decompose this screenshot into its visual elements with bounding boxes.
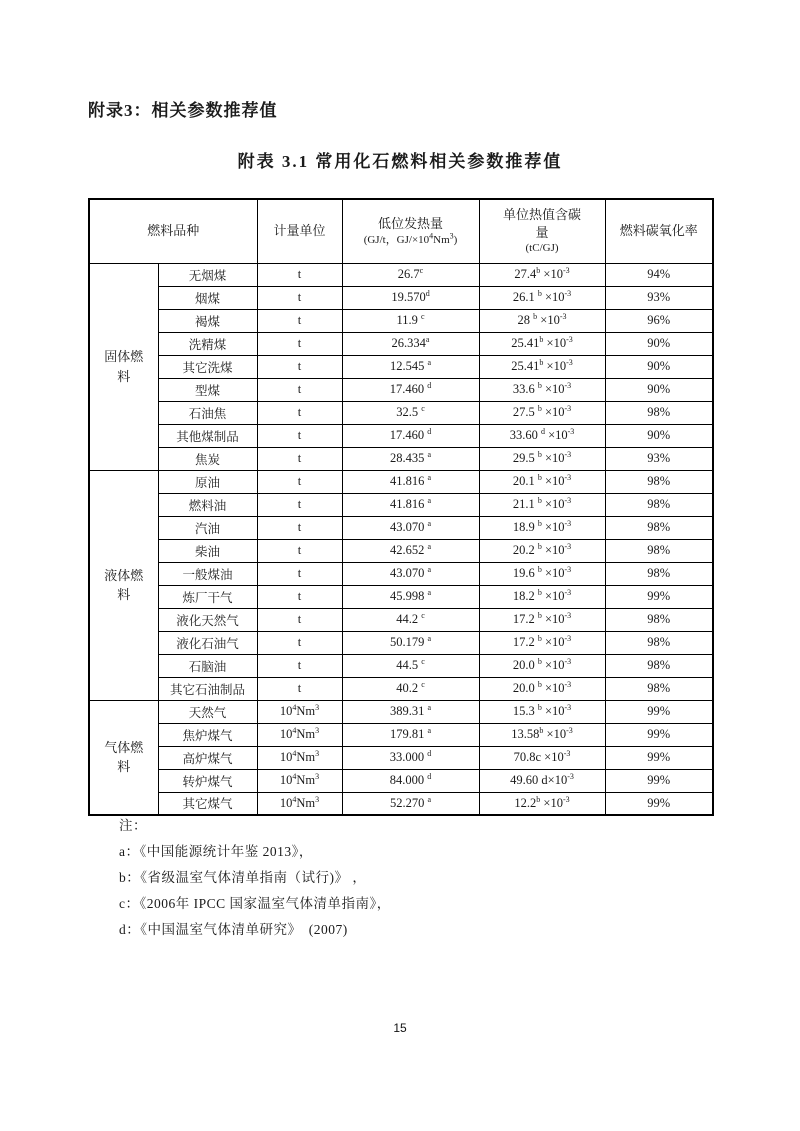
oxidation-rate-cell: 98%	[605, 516, 713, 539]
note-key: a：	[119, 844, 140, 859]
col-header-unit: 计量单位	[257, 199, 342, 263]
fuel-name-cell: 焦炉煤气	[158, 723, 257, 746]
unit-cell: t	[257, 447, 342, 470]
carbon-content-cell: 29.5 $^b \times 10^{-3}$	[479, 447, 605, 470]
fuel-name-cell: 原油	[158, 470, 257, 493]
ncv-cell: 11.9 $^c$	[342, 309, 479, 332]
table-row	[89, 700, 713, 723]
carbon-content-cell: $70.8c \times 10^{-3}$	[479, 746, 605, 769]
table-row	[89, 378, 713, 401]
table-row	[89, 286, 713, 309]
fuel-name-cell: 液化天然气	[158, 608, 257, 631]
table-row	[89, 309, 713, 332]
oxidation-rate-cell: 98%	[605, 654, 713, 677]
col-header-carbon-content: 单位热值含碳量 (tC/GJ)	[479, 199, 605, 263]
table-caption: 附表 3.1 常用化石燃料相关参数推荐值	[237, 152, 563, 171]
page-number: 15	[393, 1021, 407, 1035]
note-item	[119, 917, 391, 943]
unit-cell: t	[257, 309, 342, 332]
note-text: 《中国能源统计年鉴 2013》，	[139, 844, 313, 859]
carbon-content-cell: 28 $^b \times 10^{-3}$	[479, 309, 605, 332]
table-row	[89, 608, 713, 631]
table-row	[89, 654, 713, 677]
oxidation-rate-cell: 93%	[605, 286, 713, 309]
fuel-name-cell: 高炉煤气	[158, 746, 257, 769]
ncv-cell: 179.81 $^a$	[342, 723, 479, 746]
ncv-cell: 42.652 $^a$	[342, 539, 479, 562]
table-row	[89, 447, 713, 470]
unit-cell: t	[257, 677, 342, 700]
fuel-group-label: 气体燃料	[104, 739, 144, 775]
oxidation-rate-cell: 90%	[605, 332, 713, 355]
oxidation-rate-cell: 98%	[605, 608, 713, 631]
ncv-cell: 50.179 $^a$	[342, 631, 479, 654]
ncv-cell: 41.816 $^a$	[342, 493, 479, 516]
table-row	[89, 677, 713, 700]
ncv-cell: 44.2 $^c$	[342, 608, 479, 631]
oxidation-rate-cell: 94%	[605, 263, 713, 286]
note-item	[119, 865, 391, 891]
unit-cell: $10^4Nm^3$	[257, 723, 342, 746]
fuel-name-cell: 型煤	[158, 378, 257, 401]
table-row	[89, 263, 713, 286]
ncv-cell: 40.2 $^c$	[342, 677, 479, 700]
carbon-content-cell: 17.2 $^b \times 10^{-3}$	[479, 608, 605, 631]
table-row	[89, 723, 713, 746]
fuel-name-cell: 柴油	[158, 539, 257, 562]
note-key: d：	[119, 922, 141, 937]
oxidation-rate-cell: 99%	[605, 792, 713, 815]
oxidation-rate-cell: 99%	[605, 700, 713, 723]
carbon-content-cell: $27.4^b \times 10^{-3}$	[479, 263, 605, 286]
fuel-name-cell: 其他煤制品	[158, 424, 257, 447]
oxidation-rate-cell: 99%	[605, 769, 713, 792]
notes-label: 注：	[119, 818, 147, 833]
carbon-content-cell: 18.9 $^b \times 10^{-3}$	[479, 516, 605, 539]
table-row	[89, 562, 713, 585]
ncv-cell: 26.334$^a$	[342, 332, 479, 355]
unit-cell: t	[257, 585, 342, 608]
table-row	[89, 585, 713, 608]
fuel-parameters-table	[88, 198, 714, 816]
oxidation-rate-cell: 93%	[605, 447, 713, 470]
oxidation-rate-cell: 98%	[605, 677, 713, 700]
oxidation-rate-cell: 90%	[605, 378, 713, 401]
table-row	[89, 332, 713, 355]
oxidation-rate-cell: 98%	[605, 631, 713, 654]
table-row	[89, 792, 713, 815]
unit-cell: t	[257, 608, 342, 631]
oxidation-rate-cell: 98%	[605, 493, 713, 516]
unit-cell: t	[257, 516, 342, 539]
note-text: 《2006年 IPCC 国家温室气体清单指南》，	[139, 896, 391, 911]
note-key: b：	[119, 870, 141, 885]
fuel-name-cell: 焦炭	[158, 447, 257, 470]
note-item	[119, 839, 391, 865]
unit-cell: $10^4Nm^3$	[257, 769, 342, 792]
oxidation-rate-cell: 99%	[605, 585, 713, 608]
ncv-cell: 44.5 $^c$	[342, 654, 479, 677]
carbon-content-cell: $25.41^b \times 10^{-3}$	[479, 332, 605, 355]
table-row	[89, 769, 713, 792]
unit-cell: t	[257, 654, 342, 677]
carbon-content-cell: 27.5 $^b \times 10^{-3}$	[479, 401, 605, 424]
fuel-name-cell: 其它洗煤	[158, 355, 257, 378]
oxidation-rate-cell: 96%	[605, 309, 713, 332]
oxidation-rate-cell: 98%	[605, 539, 713, 562]
unit-cell: t	[257, 355, 342, 378]
col-header-oxidation-rate: 燃料碳氧化率	[605, 199, 713, 263]
ncv-cell: 43.070 $^a$	[342, 516, 479, 539]
carbon-content-cell: 17.2 $^b \times 10^{-3}$	[479, 631, 605, 654]
fuel-group-label: 液体燃料	[104, 567, 144, 602]
note-text: 《省级温室气体清单指南（试行)》 ，	[140, 870, 367, 885]
oxidation-rate-cell: 90%	[605, 424, 713, 447]
oxidation-rate-cell: 99%	[605, 723, 713, 746]
fuel-name-cell: 洗精煤	[158, 332, 257, 355]
fuel-table-body	[89, 263, 713, 815]
ncv-cell: 84.000 $^d$	[342, 769, 479, 792]
fuel-group-cell	[89, 700, 158, 815]
unit-cell: t	[257, 631, 342, 654]
fuel-name-cell: 石油焦	[158, 401, 257, 424]
unit-cell: t	[257, 286, 342, 309]
oxidation-rate-cell: 98%	[605, 470, 713, 493]
table-row	[89, 539, 713, 562]
table-row	[89, 355, 713, 378]
ncv-cell: 389.31 $^a$	[342, 700, 479, 723]
fuel-name-cell: 炼厂干气	[158, 585, 257, 608]
carbon-content-cell: 18.2 $^b \times 10^{-3}$	[479, 585, 605, 608]
fuel-name-cell: 液化石油气	[158, 631, 257, 654]
ncv-cell: 41.816 $^a$	[342, 470, 479, 493]
ncv-cell: 52.270 $^a$	[342, 792, 479, 815]
carbon-content-cell: $12.2^b \times 10^{-3}$	[479, 792, 605, 815]
unit-cell: t	[257, 401, 342, 424]
fuel-name-cell: 燃料油	[158, 493, 257, 516]
ncv-cell: 28.435 $^a$	[342, 447, 479, 470]
fuel-name-cell: 汽油	[158, 516, 257, 539]
carbon-content-cell: 33.60 $^d \times 10^{-3}$	[479, 424, 605, 447]
fuel-group-cell	[89, 470, 158, 700]
ncv-cell: 26.7$^c$	[342, 263, 479, 286]
table-row	[89, 516, 713, 539]
carbon-content-cell: 19.6 $^b \times 10^{-3}$	[479, 562, 605, 585]
ncv-cell: 32.5 $^c$	[342, 401, 479, 424]
unit-cell: t	[257, 493, 342, 516]
ncv-cell: 17.460 $^d$	[342, 424, 479, 447]
ncv-cell: 45.998 $^a$	[342, 585, 479, 608]
ncv-cell: 43.070 $^a$	[342, 562, 479, 585]
unit-cell: t	[257, 562, 342, 585]
table-row	[89, 746, 713, 769]
oxidation-rate-cell: 98%	[605, 562, 713, 585]
fuel-name-cell: 其它石油制品	[158, 677, 257, 700]
table-row	[89, 470, 713, 493]
unit-cell: t	[257, 263, 342, 286]
fuel-name-cell: 一般煤油	[158, 562, 257, 585]
fuel-name-cell: 石脑油	[158, 654, 257, 677]
table-row	[89, 493, 713, 516]
carbon-content-cell: 20.2 $^b \times 10^{-3}$	[479, 539, 605, 562]
fuel-name-cell: 无烟煤	[158, 263, 257, 286]
ncv-cell: 17.460 $^d$	[342, 378, 479, 401]
table-row	[89, 631, 713, 654]
carbon-content-cell: 21.1 $^b \times 10^{-3}$	[479, 493, 605, 516]
unit-cell: $10^4Nm^3$	[257, 746, 342, 769]
fuel-group-cell	[89, 263, 158, 470]
oxidation-rate-cell: 99%	[605, 746, 713, 769]
unit-cell: t	[257, 378, 342, 401]
carbon-content-cell: 49.60 $d\times 10^{-3}$	[479, 769, 605, 792]
ncv-unit-note: (GJ/t，$GJ/\times 10^4Nm^3$)	[363, 230, 458, 246]
carbon-content-cell: 20.0 $^b \times 10^{-3}$	[479, 654, 605, 677]
carbon-content-cell: 20.1 $^b \times 10^{-3}$	[479, 470, 605, 493]
ncv-cell: 19.570$^d$	[342, 286, 479, 309]
carbon-content-cell: 15.3 $^b \times 10^{-3}$	[479, 700, 605, 723]
unit-cell: t	[257, 470, 342, 493]
carbon-content-cell: 20.0 $^b \times 10^{-3}$	[479, 677, 605, 700]
ncv-cell: 12.545 $^a$	[342, 355, 479, 378]
oxidation-rate-cell: 90%	[605, 355, 713, 378]
oxidation-rate-cell: 98%	[605, 401, 713, 424]
note-key: c：	[119, 896, 140, 911]
note-text: 《中国温室气体清单研究》 (2007)	[140, 922, 348, 937]
carbon-content-cell: $13.58^b \times 10^{-3}$	[479, 723, 605, 746]
header-row	[89, 199, 713, 263]
unit-cell: $10^4Nm^3$	[257, 792, 342, 815]
carbon-content-cell: $25.41^b \times 10^{-3}$	[479, 355, 605, 378]
note-item	[119, 891, 391, 917]
unit-cell: $10^4Nm^3$	[257, 700, 342, 723]
table-row	[89, 424, 713, 447]
col-header-ncv: 低位发热量 (GJ/t，$GJ/\times 10^4Nm^3$)	[342, 199, 479, 263]
fuel-name-cell: 其它煤气	[158, 792, 257, 815]
fuel-name-cell: 天然气	[158, 700, 257, 723]
appendix-title: 附录3：相关参数推荐值	[88, 101, 278, 120]
unit-cell: t	[257, 424, 342, 447]
fuel-name-cell: 烟煤	[158, 286, 257, 309]
fuel-name-cell: 褐煤	[158, 309, 257, 332]
carbon-content-cell: 26.1 $^b \times 10^{-3}$	[479, 286, 605, 309]
fuel-name-cell: 转炉煤气	[158, 769, 257, 792]
unit-cell: t	[257, 332, 342, 355]
notes-section	[119, 813, 391, 943]
carbon-unit-note: (tC/GJ)	[525, 242, 559, 255]
col-header-fuel-type: 燃料品种	[89, 199, 257, 263]
unit-cell: t	[257, 539, 342, 562]
table-row	[89, 401, 713, 424]
carbon-content-cell: 33.6 $^b \times 10^{-3}$	[479, 378, 605, 401]
fuel-group-label: 固体燃料	[104, 349, 144, 384]
ncv-cell: 33.000 $^d$	[342, 746, 479, 769]
